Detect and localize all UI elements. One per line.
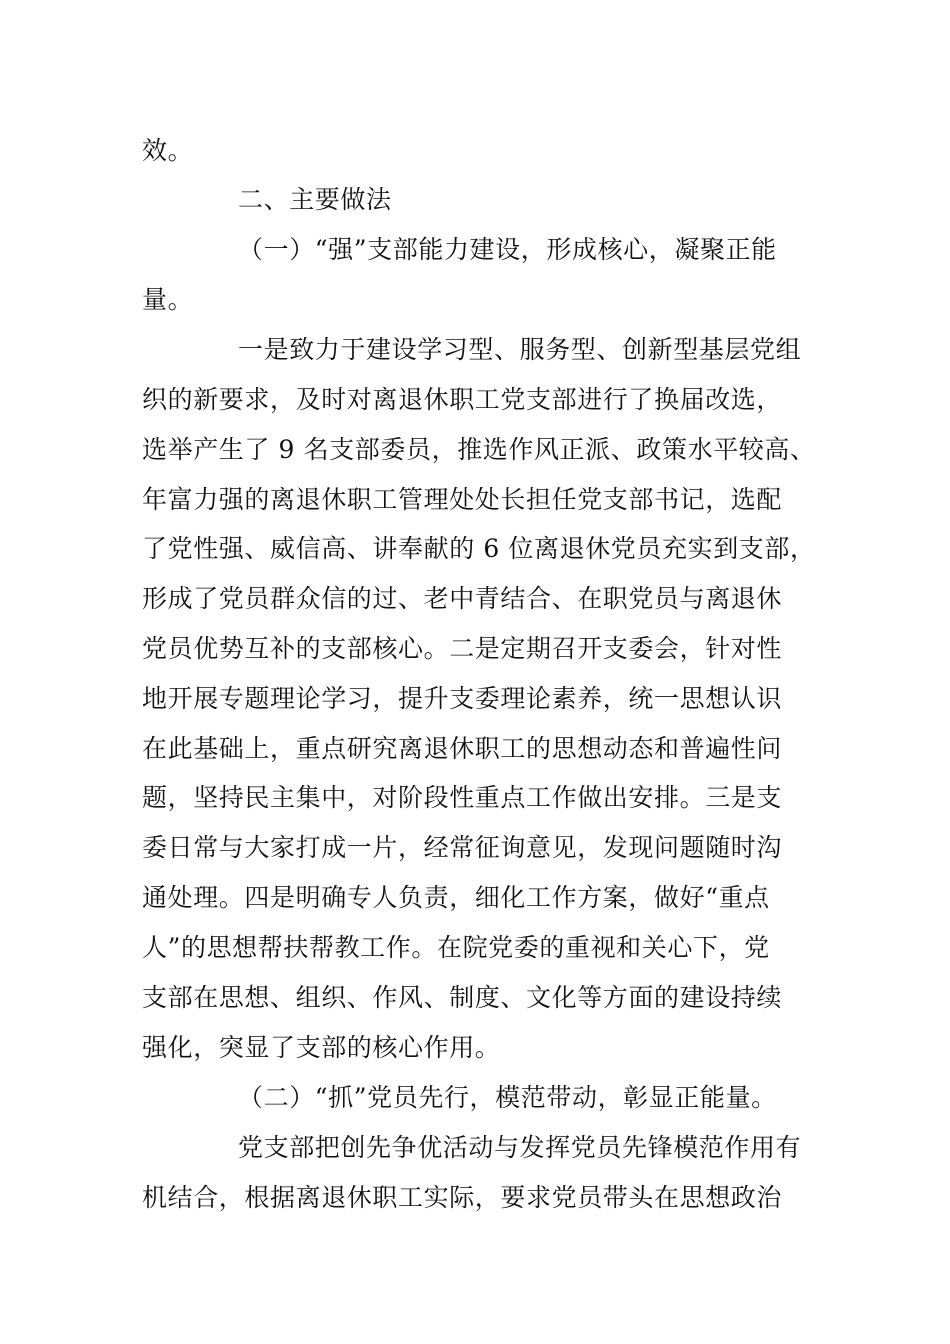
paragraph-end-line: 效。 bbox=[142, 136, 194, 165]
body-line: 在此基础上，重点研究离退休职工的思想动态和普遍性问 bbox=[142, 734, 783, 763]
body-line: 党员优势互补的支部核心。二是定期召开支委会，针对性 bbox=[142, 634, 783, 663]
body-line: 选举产生了 9 名支部委员，推选作风正派、政策水平较高、 bbox=[142, 435, 816, 464]
body-line: 委日常与大家打成一片，经常征询意见，发现问题随时沟 bbox=[142, 833, 783, 862]
body-line: 题，坚持民主集中，对阶段性重点工作做出安排。三是支 bbox=[142, 783, 783, 812]
body-line: 强化，突显了支部的核心作用。 bbox=[142, 1033, 501, 1062]
body-line: 地开展专题理论学习，提升支委理论素养，统一思想认识 bbox=[142, 684, 783, 713]
body-line: 党支部把创先争优活动与发挥党员先锋模范作用有 bbox=[238, 1133, 802, 1162]
body-line: 形成了党员群众信的过、老中青结合、在职党员与离退休 bbox=[142, 584, 783, 613]
body-line: 机结合，根据离退休职工实际，要求党员带头在思想政治 bbox=[142, 1183, 783, 1212]
body-line: 支部在思想、组织、作风、制度、文化等方面的建设持续 bbox=[142, 983, 783, 1012]
body-line: 一是致力于建设学习型、服务型、创新型基层党组 bbox=[238, 335, 802, 364]
body-line: 人”的思想帮扶帮教工作。在院党委的重视和关心下，党 bbox=[142, 933, 770, 962]
body-line: 年富力强的离退休职工管理处处长担任党支部书记，选配 bbox=[142, 485, 783, 514]
body-line: 了党性强、威信高、讲奉献的 6 位离退休党员充实到支部， bbox=[142, 534, 816, 563]
subsection-heading-1-cont: 量。 bbox=[142, 285, 194, 314]
subsection-heading-1: （一）“强”支部能力建设，形成核心，凝聚正能 bbox=[238, 235, 777, 264]
body-line: 织的新要求，及时对离退休职工党支部进行了换届改选， bbox=[142, 385, 783, 414]
body-line: 通处理。四是明确专人负责，细化工作方案，做好“重点 bbox=[142, 883, 770, 912]
section-heading: 二、主要做法 bbox=[238, 185, 392, 214]
subsection-heading-2: （二）“抓”党员先行，模范带动，彰显正能量。 bbox=[238, 1083, 777, 1112]
